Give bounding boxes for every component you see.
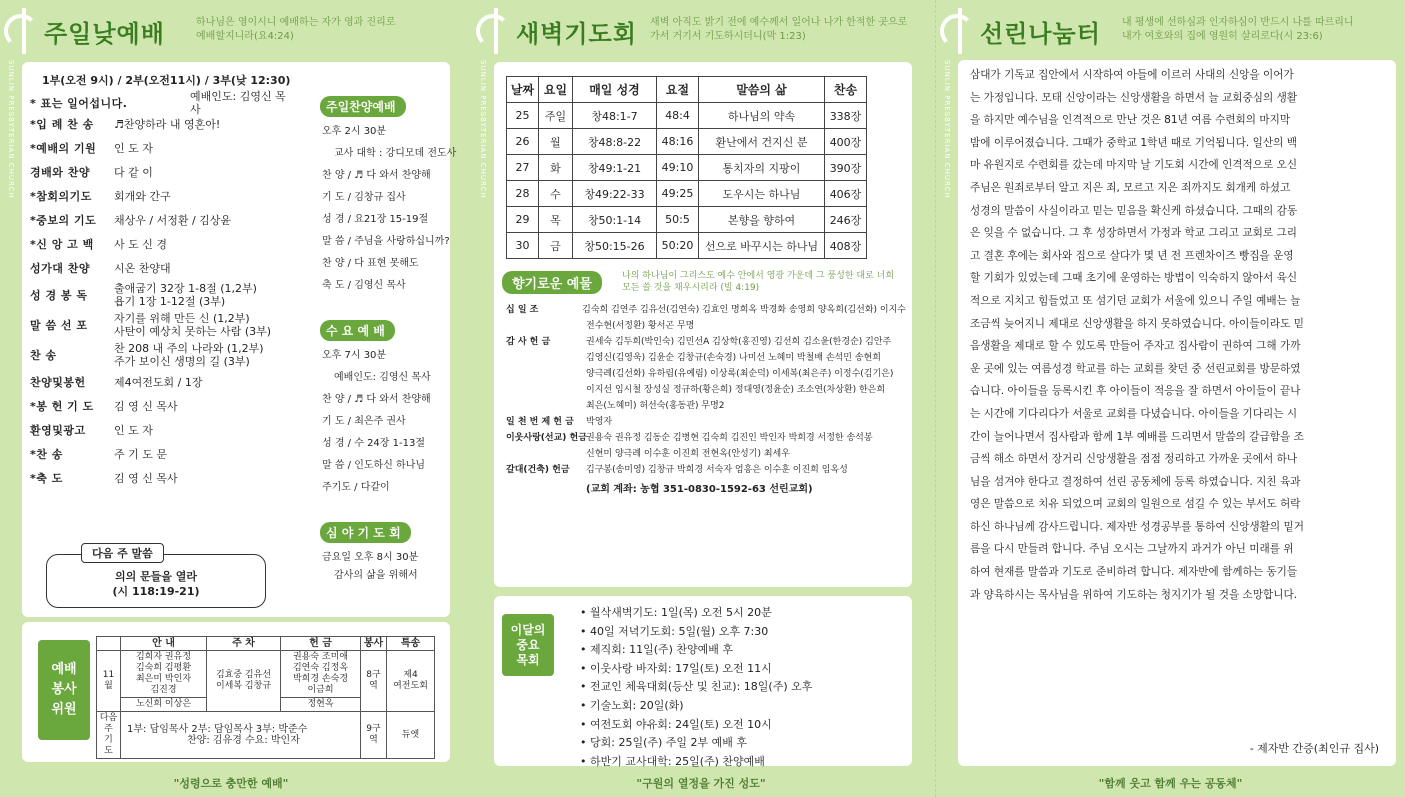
order-label: *참회의기도 (30, 190, 92, 203)
side-church-name: SUNLIN PRESBYTERIAN CHURCH (7, 60, 15, 199)
order-value: 예배인도: 김영신 목사 (190, 90, 286, 116)
worship-header (0, 6, 462, 58)
offering-names: 전수현(서정환) 황서곤 무명 (586, 321, 695, 331)
table-row (507, 77, 867, 103)
order-label: 환영및광고 (30, 424, 86, 437)
worship-motto: "성령으로 충만한 예배" (173, 777, 289, 790)
offering-label (506, 366, 586, 382)
table-row: 11월 김희자 권유정 김숙희 김평환 최은미 박인자 김진경 김효중 김유선 이세복 김창규 권용숙 조미애 김연숙 김정옥 박희경 손숙경 이금희 8구역 제4 여전도회 (97, 651, 435, 698)
dawn-cell: 26 (507, 129, 539, 155)
sunday-praise-service (298, 96, 457, 297)
testimony-line: 는 가정입니다. 모태 신앙이라는 신앙생활을 하면서 늘 교회중심의 생활 (970, 91, 1298, 104)
list-item: • 월삭새벽기도: 1일(목) 오전 5시 20분 (580, 604, 812, 623)
testimony-line: 은 잊을 수 없습니다. 그 후 성장하면서 가정과 학교 그리고 교회로 그리 (970, 227, 1297, 240)
offering-row (506, 318, 906, 334)
dawn-subtitle-2: 가서 거기서 기도하시더니(막 1:23) (650, 31, 806, 42)
dawn-cell: 목 (539, 207, 573, 233)
offering-names: 권세숙 김두희(박인숙) 김민선A 김상학(홍진영) 김선희 김소윤(한경순) 김안주 (586, 337, 892, 347)
dawn-prayer-panel (472, 0, 930, 797)
list-item: • 당회: 25일(주) 주일 2부 예배 후 (580, 734, 812, 753)
service-line: 주기도 / 다같이 (322, 482, 390, 493)
order-row (30, 418, 292, 442)
order-row (30, 160, 292, 184)
order-label: *신 앙 고 백 (30, 238, 94, 251)
list-item: • 40일 저녁기도회: 5일(월) 오후 7:30 (580, 623, 812, 642)
table-row (507, 181, 867, 207)
service-line: 말 씀 / 주님을 사랑하십니까? (322, 236, 450, 247)
offering-verse: 나의 하나님이 그리스도 예수 안에서 영광 가운데 그 풍성한 대로 너희 모든 쓸 것을 채우시리라 (빌 4:19) (622, 271, 895, 293)
dawn-schedule-table (506, 76, 867, 259)
order-label: 찬 송 (30, 349, 57, 362)
order-value: 제4여전도회 / 1장 (114, 375, 203, 389)
service-times: 1부(오전 9시) / 2부(오전11시) / 3부(낮 12:30) (42, 74, 291, 87)
table-row (507, 129, 867, 155)
dawn-cell: 통치자의 지팡이 (699, 155, 825, 181)
dawn-cell: 환난에서 건지신 분 (699, 129, 825, 155)
offering-label: 십 일 조 (506, 305, 539, 315)
church-account: (교회 계좌: 농협 351-0830-1592-63 선린교회) (586, 484, 813, 495)
offering-row (506, 382, 906, 398)
table-row (507, 233, 867, 259)
service-line: 금요일 오후 8시 30분 (322, 552, 419, 563)
service-line: 기 도 / 김창규 집사 (322, 192, 406, 203)
testimony-line: 과 양육하시는 목사님을 위하여 기도하는 청지기가 될 것을 소망합니다. (970, 588, 1298, 601)
service-line: 성 경 / 요21장 15-19절 (322, 214, 429, 225)
list-item: • 기술노회: 20일(화) (580, 697, 812, 716)
order-value: 김 영 신 목사 (114, 399, 178, 413)
next-week-box (46, 547, 266, 608)
offering-label: 일 천 번 제 헌 금 (506, 417, 574, 427)
service-line: 감사의 삶을 위해서 (334, 570, 418, 581)
sharing-panel (935, 0, 1405, 797)
offering-label: 갈대(건축) 헌금 (506, 465, 570, 475)
order-row (30, 466, 292, 490)
dawn-header-cell: 요절 (657, 77, 699, 103)
dawn-header-cell: 날짜 (507, 77, 539, 103)
testimony-line: 삼대가 기독교 집안에서 시작하여 아들에 이르러 사대의 신앙을 이어가 (970, 69, 1294, 81)
dawn-subtitle-1: 새벽 아직도 밝기 전에 예수께서 일어나 나가 한적한 곳으로 (650, 17, 908, 28)
order-row (30, 394, 292, 418)
order-label: *봉 헌 기 도 (30, 400, 94, 413)
dawn-cell: 창49:22-33 (573, 181, 657, 207)
service-line: 예배인도: 김영신 목사 (334, 372, 431, 383)
monthly-news-list (580, 604, 812, 771)
order-label: 성가대 찬양 (30, 262, 90, 275)
offering-row (506, 414, 906, 430)
night-prayer-title: 심 야 기 도 회 (320, 522, 411, 543)
offering-names: 박영자 (586, 417, 613, 427)
sharing-subtitle-2: 내가 여호와의 집에 영원히 살리로다(시 23:6) (1122, 31, 1323, 42)
testimony-text (970, 64, 1374, 606)
next-week-label: 다음 주 말씀 (81, 543, 164, 563)
order-value: 인 도 자 (114, 423, 153, 437)
side-church-name: SUNLIN PRESBYTERIAN CHURCH (943, 60, 951, 199)
testimony-line: 금씩 해소 하면서 장거리 신앙생활을 점점 정리하고 가까운 곳에서 하나 (970, 453, 1298, 466)
offering-row (506, 398, 906, 414)
order-value: 출애굽기 32장 1-8절 (1,2부) 욥기 1장 1-12절 (3부) (114, 282, 257, 308)
testimony-line: 밤에 이루어졌습니다. 그때가 중학교 1학년 때로 기억됩니다. 일산의 백 (970, 136, 1297, 149)
sharing-header (936, 6, 1405, 58)
service-line: 오후 7시 30분 (322, 350, 387, 361)
offering-label (506, 318, 586, 334)
offering-names: 권용숙 권유정 김동순 김병현 김숙희 김진인 박인자 박희경 서정한 송석봉 (586, 433, 873, 443)
dawn-cell: 창49:1-21 (573, 155, 657, 181)
dawn-cell: 338장 (825, 103, 867, 129)
order-row (30, 370, 292, 394)
dawn-cell: 25 (507, 103, 539, 129)
testimony-line: 님을 섬겨야 한다고 결정하여 선린 공동체에 등록 하였습니다. 지친 육과 (970, 475, 1301, 488)
dawn-cell: 금 (539, 233, 573, 259)
dawn-cell: 도우시는 하나님 (699, 181, 825, 207)
dawn-cell: 선으로 바꾸시는 하나님 (699, 233, 825, 259)
dawn-cell: 48:16 (657, 129, 699, 155)
list-item: • 여전도회 야유회: 24일(토) 오전 10시 (580, 716, 812, 735)
list-item: • 제직회: 11일(주) 찬양예배 후 (580, 641, 812, 660)
volunteer-tag: 예배 봉사 위원 (38, 640, 90, 740)
volunteer-table (96, 636, 435, 759)
order-value: 주 기 도 문 (114, 447, 167, 461)
night-prayer-service (298, 522, 448, 585)
order-row (30, 208, 292, 232)
order-row (30, 280, 292, 310)
testimony-line: 고 결혼 후에는 회사와 집으로 살다가 몇 년 전 프렌차이즈 빵집을 운영 (970, 249, 1294, 262)
worship-subtitle-1: 하나님은 영이시니 예배하는 자가 영과 진리로 (196, 17, 396, 28)
dawn-cell: 창50:15-26 (573, 233, 657, 259)
offering-names: 김숙희 김연주 김유선(김연숙) 김효인 명희옥 박경화 송영희 양옥희(김선화) 이지수 (582, 305, 906, 315)
testimony-line: 간이 늘어나면서 집사람과 함께 1부 예배를 드리면서 말씀의 갈급함을 조 (970, 430, 1304, 443)
worship-subtitle-2: 예배할지니라(요4:24) (196, 31, 294, 42)
dawn-cell: 408장 (825, 233, 867, 259)
testimony-line: 마 유원지로 수련회를 갔는데 마지막 날 기도회 시간에 인격적으로 오신 (970, 159, 1298, 172)
wednesday-service (298, 320, 448, 499)
service-line: 기 도 / 최은주 권사 (322, 416, 406, 427)
testimony-line: 습니다. 아이들을 등록시킨 후 아이들이 적응을 잘 하면서 아이들이 끝나 (970, 385, 1301, 398)
offering-label (506, 446, 586, 462)
dawn-cell: 30 (507, 233, 539, 259)
dawn-cell: 주일 (539, 103, 573, 129)
offering-names: 신현미 양극례 이수훈 이진희 전현옥(안성기) 최세우 (586, 449, 790, 459)
offering-row (506, 430, 906, 446)
dawn-cell: 수 (539, 181, 573, 207)
dawn-cell: 406장 (825, 181, 867, 207)
order-label: *예배의 기원 (30, 142, 97, 155)
list-item: • 하반기 교사대학: 25일(주) 찬양예배 (580, 753, 812, 772)
swirl-logo-icon (4, 14, 38, 48)
order-value: 시온 찬양대 (114, 261, 171, 275)
service-line: 말 씀 / 인도하신 하나님 (322, 460, 426, 471)
order-value: 사 도 신 경 (114, 237, 167, 251)
order-label: 성 경 봉 독 (30, 289, 88, 302)
order-label: *입 례 찬 송 (30, 118, 94, 131)
order-label: * 표는 일어섭니다. (30, 97, 128, 110)
testimony-line: 할 기회가 있었는데 그때 초기에 운영하는 방법이 익숙하지 않아서 육신 (970, 272, 1298, 285)
dawn-cell: 400장 (825, 129, 867, 155)
dawn-cell: 50:20 (657, 233, 699, 259)
offering-label: 감 사 헌 금 (506, 337, 551, 347)
service-line: 축 도 / 김영신 목사 (322, 280, 406, 291)
table-row: 노신희 이상은 정현옥 (97, 698, 435, 712)
testimony-line: 성경의 말씀이 사실이라고 믿는 믿음을 확신케 하셨습니다. 그때의 감동 (970, 204, 1298, 217)
service-line: 찬 양 / ♬ 다 와서 찬양해 (322, 170, 431, 181)
worship-card (22, 62, 457, 617)
order-value: 찬 208 내 주의 나라와 (1,2부) 주가 보이신 생명의 길 (3부) (114, 342, 264, 368)
testimony-line: 주님은 원죄로부터 알고 지은 죄, 모르고 지은 죄까지도 회개케 하셨고 (970, 181, 1291, 194)
order-row (30, 256, 292, 280)
offering-names: 김구봉(송미영) 김창규 박희경 서숙자 엄흥은 이수훈 이진희 임옥성 (586, 465, 848, 475)
dawn-header-cell: 요일 (539, 77, 573, 103)
order-of-worship (30, 90, 292, 490)
testimony-line: 적으로 지치고 힘들었고 또 섬기던 교회가 서울에 있으니 주일 예배는 늘 (970, 294, 1301, 307)
offering-row (506, 366, 906, 382)
testimony-line: 조금씩 늦어지니 제대로 신앙생활을 하지 못하였습니다. 아이들이라도 믿 (970, 317, 1304, 330)
sunday-praise-title: 주일찬양예배 (320, 96, 406, 117)
offering-row (506, 446, 906, 462)
dawn-motto: "구원의 열정을 가진 성도" (636, 777, 766, 790)
worship-title: 주일낮예배 (44, 20, 165, 48)
order-label: *축 도 (30, 472, 63, 485)
order-label: *중보의 기도 (30, 214, 97, 227)
offering-label (506, 350, 586, 366)
sharing-title: 선린나눔터 (980, 20, 1101, 48)
order-label: 말 씀 선 포 (30, 319, 88, 332)
testimony-line: 하여 현재를 말씀과 기도로 준비하려 합니다. 제자반에 함께하는 동기들 (970, 566, 1298, 579)
offering-row (506, 350, 906, 366)
dawn-cell: 29 (507, 207, 539, 233)
offering-list (506, 302, 906, 495)
news-tag: 이달의 중요 목회 (502, 614, 554, 676)
service-line: 찬 양 / ♬ 다 와서 찬양해 (322, 394, 431, 405)
offering-label: 이웃사랑(선교) 헌금 (506, 433, 587, 443)
dawn-cell: 월 (539, 129, 573, 155)
service-line: 오후 2시 30분 (322, 126, 387, 137)
next-week-ref: (시 118:19-21) (112, 585, 200, 598)
table-row: 안 내 주 차 헌 금 봉사 특송 (97, 637, 435, 651)
order-row (30, 90, 292, 116)
sharing-subtitle-1: 내 평생에 선하심과 인자하심이 반드시 나를 따르리니 (1122, 17, 1354, 28)
order-value: 다 같 이 (114, 165, 153, 179)
offering-names: 최은(노혜미) 허선숙(홍동관) 무명2 (586, 401, 725, 411)
testimony-line: 운 곳에 있는 여름성경 학교를 하는 교회를 찾던 중 선린교회를 방문하였 (970, 362, 1301, 375)
offering-label (506, 398, 586, 414)
dawn-cell: 본향을 향하여 (699, 207, 825, 233)
order-label: 경배와 찬양 (30, 166, 90, 179)
order-row (30, 442, 292, 466)
swirl-logo-icon (476, 14, 510, 48)
order-value: ♬찬양하라 내 영혼아! (114, 117, 221, 131)
dawn-header-cell: 말씀의 삶 (699, 77, 825, 103)
offering-row (506, 462, 906, 478)
list-item: • 전교인 체육대회(등산 및 친교): 18일(주) 오후 (580, 678, 812, 697)
order-row (30, 184, 292, 208)
offering-row (506, 334, 906, 350)
offering-names: 양극례(김선화) 유하림(유예림) 이상록(최순덕) 이세복(최은주) 이정수(김기은) (586, 369, 894, 379)
dawn-cell: 하나님의 약속 (699, 103, 825, 129)
offering-names: 이지선 임시철 장성실 정규하(황은희) 정대영(정윤순) 조소연(차상환) 한은희 (586, 385, 886, 395)
testimony-line: 영은 말씀으로 치유 되었으며 교회의 일원으로 섬길 수 있는 부서도 허락 (970, 498, 1301, 511)
order-value: 자기를 위해 만든 신 (1,2부) 사탄이 예상치 못하는 사람 (3부) (114, 312, 272, 338)
dawn-header-cell: 매일 성경 (573, 77, 657, 103)
dawn-cell: 246장 (825, 207, 867, 233)
order-value: 인 도 자 (114, 141, 153, 155)
worship-panel (0, 0, 462, 797)
service-line: 찬 양 / 다 표현 못해도 (322, 258, 419, 269)
offering-label (506, 382, 586, 398)
testimony-line: 을 하지만 예수님을 인격적으로 만난 것은 81년 여름 수련회의 마지막 (970, 114, 1291, 127)
dawn-cell: 27 (507, 155, 539, 181)
table-row (507, 155, 867, 181)
swirl-logo-icon (940, 14, 974, 48)
dawn-cell: 50:5 (657, 207, 699, 233)
dawn-cell: 창48:8-22 (573, 129, 657, 155)
testimony-line: 하신 하나님께 감사드립니다. 제자반 성경공부를 통하여 신앙생활의 밑거 (970, 520, 1304, 533)
dawn-header (472, 6, 930, 58)
order-value: 회개와 간구 (114, 189, 171, 203)
next-week-title: 의의 문들을 열라 (114, 570, 198, 583)
dawn-cell: 창50:1-14 (573, 207, 657, 233)
order-row (30, 310, 292, 340)
dawn-title: 새벽기도회 (516, 20, 637, 48)
table-row: 다음주 기 도 1부: 담임목사 2부: 담임목사 3부: 박준수 찬양: 김유경 수요: 박인자 9구역 듀엣 (97, 712, 435, 759)
service-line: 교사 대학 : 강디모데 전도사 (334, 148, 457, 159)
table-row (507, 207, 867, 233)
offering-row (506, 302, 906, 318)
service-line: 성 경 / 수 24장 1-13절 (322, 438, 425, 449)
order-row (30, 232, 292, 256)
list-item: • 이웃사랑 바자회: 17일(토) 오전 11시 (580, 660, 812, 679)
order-row (30, 340, 292, 370)
dawn-cell: 49:10 (657, 155, 699, 181)
offering-names: 김영신(김영욱) 김윤순 김창규(손숙경) 나미선 노혜미 박철배 손석민 송현희 (586, 353, 881, 363)
dawn-cell: 48:4 (657, 103, 699, 129)
sharing-motto: "함께 웃고 함께 우는 공동체" (1098, 777, 1243, 790)
testimony-line: 는 시간에 기다리다가 서울로 교회를 다녔습니다. 아이들을 기다리는 시 (970, 407, 1298, 420)
dawn-header-cell: 찬송 (825, 77, 867, 103)
dawn-cell: 창48:1-7 (573, 103, 657, 129)
dawn-cell: 49:25 (657, 181, 699, 207)
dawn-cell: 390장 (825, 155, 867, 181)
order-row (30, 136, 292, 160)
dawn-cell: 28 (507, 181, 539, 207)
testimony-signature: - 제자반 간증(최인규 집사) (1249, 742, 1379, 755)
order-label: *찬 송 (30, 448, 63, 461)
wednesday-title: 수 요 예 배 (320, 320, 395, 341)
offering-title: 향기로운 예물 (502, 271, 602, 294)
side-church-name: SUNLIN PRESBYTERIAN CHURCH (479, 60, 487, 199)
testimony-line: 름을 다시 만들려 합니다. 주님 오시는 그날까지 과거가 아닌 미래를 위 (970, 543, 1294, 556)
order-value: 채상우 / 서정환 / 김상윤 (114, 213, 232, 227)
testimony-line: 음생활을 제대로 할 수 있도록 만들어 주자고 집사람이 권하여 그해 가까 (970, 340, 1301, 353)
dawn-cell: 화 (539, 155, 573, 181)
order-value: 김 영 신 목사 (114, 471, 178, 485)
order-label: 찬양및봉헌 (30, 376, 86, 389)
table-row (507, 103, 867, 129)
